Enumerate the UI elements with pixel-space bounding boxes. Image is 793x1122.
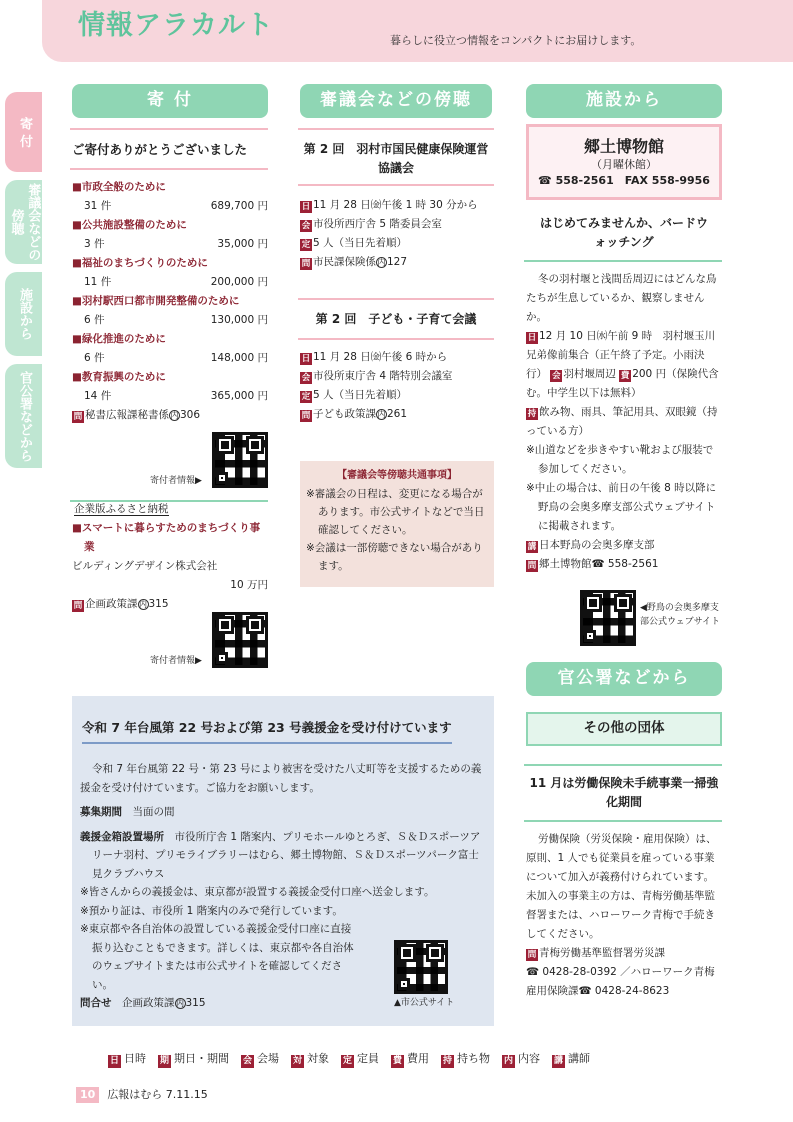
legend-label: 内容 <box>518 1052 540 1065</box>
donation-item-label: ■教育振興のために <box>72 371 166 383</box>
divider <box>298 128 494 130</box>
inquiry-icon: 問 <box>527 950 537 960</box>
box-location-value: 市役所庁舎 1 階案内、プリモホールゆとろぎ、Ｓ＆Ｄスポーツアリーナ羽村、プリモライブラリーはむら、郷土博物館、Ｓ＆Ｄスポーツパーク富士見クラブハウス <box>92 830 481 880</box>
donation-item-row <box>72 197 268 216</box>
legend-label: 費用 <box>407 1052 429 1065</box>
target-icon: 対 <box>292 1056 302 1066</box>
content-icon: 内 <box>503 1056 513 1066</box>
period-value: 当面の間 <box>132 806 175 818</box>
other-groups-subheading: その他の団体 <box>526 712 722 746</box>
inquiry-icon: 問 <box>301 259 311 269</box>
legend-label: 持ち物 <box>457 1052 490 1065</box>
note-item: ※皆さんからの義援金は、東京都が設置する義援金受付口座へ送金します。 <box>80 886 435 898</box>
contact-text: 子ども政策課 <box>313 408 376 420</box>
divider <box>524 764 722 766</box>
date-icon: 日 <box>109 1056 119 1066</box>
extension-number: 261 <box>387 408 408 420</box>
fee-icon: 費 <box>392 1056 402 1066</box>
donation-item-count: 11 件 <box>84 276 112 288</box>
note-item: ※審議会の日程は、変更になる場合があります。市公式サイトなどで当日確認してください。 <box>306 488 485 536</box>
venue-icon: 会 <box>301 373 311 383</box>
contact-text: 青梅労働基準監督署労災課 <box>539 947 665 959</box>
event-fee: 200 円（保険代含む。中学生以下は無料） <box>526 368 719 399</box>
museum-closed: （月曜休館） <box>591 157 657 171</box>
qr-caption: ◀野鳥の会奥多摩支部公式ウェブサイト <box>640 603 721 627</box>
side-tab-donation[interactable]: 寄 付 <box>5 92 42 172</box>
page-footer <box>76 1086 208 1104</box>
legend-label: 期日・期間 <box>174 1052 229 1065</box>
date-icon: 日 <box>301 202 311 212</box>
legend-item <box>241 1050 279 1068</box>
typhoon-title: 令和 7 年台風第 22 号および第 23 号義援金を受け付けています <box>82 718 452 744</box>
contact-text: 郷土博物館☎ 558-2561 <box>539 558 659 570</box>
donation-item-row <box>72 235 268 254</box>
museum-name: 郷土博物館 <box>583 137 664 156</box>
donation-item-count: 6 件 <box>84 314 105 326</box>
divider <box>298 298 494 300</box>
contact-label: 問合せ <box>80 997 112 1009</box>
lecturer-icon: 講 <box>527 542 537 552</box>
capacity-icon: 定 <box>301 392 311 402</box>
event-details <box>526 270 722 574</box>
side-tab-council[interactable]: 審議会などの傍聴 <box>5 180 42 264</box>
legend-label: 定員 <box>357 1052 379 1065</box>
donation-item-amount: 130,000 円 <box>210 314 268 326</box>
event-date: 12 月 10 日㈬午前 9 時 羽村堰玉川兄弟像前集合（正午終了予定。小雨決行） <box>526 330 716 380</box>
extension-number: 127 <box>387 256 408 268</box>
date-icon: 日 <box>527 333 537 343</box>
meeting-capacity: 5 人（当日先着順） <box>313 389 408 401</box>
divider <box>298 338 494 340</box>
government-heading: 官公署などから <box>526 662 722 696</box>
note-item: ※東京都や各自治体の設置している義援金受付口座に直接振り込むこともできます。詳しくは、東京都や各自治体のウェブサイトまたは市公式サイトを確認してください。 <box>80 923 354 991</box>
event-lecturer: 日本野鳥の会奥多摩支部 <box>539 539 655 551</box>
belongings-icon: 持 <box>442 1056 452 1066</box>
legend-label: 日時 <box>124 1052 146 1065</box>
donation-list <box>72 178 268 425</box>
inquiry-icon: 問 <box>73 412 83 422</box>
contact-text: 秘書広報課秘書係 <box>85 409 169 421</box>
contact-text: 企画政策課 <box>122 997 175 1009</box>
venue-icon: 会 <box>552 371 561 381</box>
legend-item <box>108 1050 146 1068</box>
donation-item-label: ■市政全般のために <box>72 181 166 193</box>
labor-insurance-title: 11 月は労働保険未手続事業一掃強化期間 <box>529 776 719 809</box>
facility-heading: 施設から <box>526 84 722 118</box>
furusato-qr-code[interactable] <box>212 612 268 668</box>
event-title: はじめてみませんか、バードウォッチング <box>539 216 708 249</box>
meeting1-details <box>300 196 494 272</box>
legend-item <box>552 1050 590 1068</box>
donation-item-label: ■緑化推進のために <box>72 333 166 345</box>
meeting-capacity: 5 人（当日先着順） <box>313 237 408 249</box>
contact-text: 市民課保険係 <box>313 256 376 268</box>
legend-item <box>391 1050 429 1068</box>
donation-item-row <box>72 311 268 330</box>
typhoon-intro: 令和 7 年台風第 22 号・第 23 号により被害を受けた八丈町等を支援するための義援金を受け付けています。ご協力をお願いします。 <box>80 763 482 794</box>
fee-icon: 費 <box>620 371 630 381</box>
note-item: ※会議は一部傍聴できない場合があります。 <box>306 542 483 572</box>
donation-item-amount: 689,700 円 <box>210 200 268 212</box>
meeting-date: 11 月 28 日㈮午後 1 時 30 分から <box>313 199 478 211</box>
extension-number: 306 <box>180 409 201 421</box>
furusato-title: 企業版ふるさと納税 <box>74 503 169 515</box>
note-item: ※預かり証は、市役所 1 階案内のみで発行しています。 <box>80 904 343 917</box>
period-label: 募集期間 <box>80 806 122 818</box>
donation-item-label: ■福祉のまちづくりのために <box>72 257 208 269</box>
legend-label: 会場 <box>257 1052 279 1065</box>
box-location-label: 義援金箱設置場所 <box>80 830 164 843</box>
meeting2-title: 第 2 回 子ども・子育て会議 <box>315 312 477 326</box>
extension-icon: 内 <box>377 258 386 267</box>
council-heading: 審議会などの傍聴 <box>300 84 492 118</box>
extension-number: 315 <box>185 997 206 1009</box>
meeting-place: 市役所西庁舎 5 階委員会室 <box>313 218 442 230</box>
donation-item-row <box>72 349 268 368</box>
meeting-date: 11 月 28 日㈮午後 6 時から <box>313 351 448 363</box>
donation-item-label: ■公共施設整備のために <box>72 219 187 231</box>
legend-item <box>341 1050 379 1068</box>
museum-box <box>526 124 722 200</box>
meeting1-title: 第 2 回 羽村市国民健康保険運営協議会 <box>303 142 489 175</box>
legend-label: 講師 <box>568 1052 590 1065</box>
extension-icon: 内 <box>377 410 386 419</box>
donation-item-count: 6 件 <box>84 352 105 364</box>
donation-title: ご寄付ありがとうございました <box>72 142 248 157</box>
meeting2-details <box>300 348 494 424</box>
labor-insurance-body <box>526 830 722 1001</box>
legend-item <box>502 1050 540 1068</box>
venue-icon: 会 <box>301 221 311 231</box>
furusato-purpose: ■スマートに暮らすためのまちづくり事業 <box>72 522 261 553</box>
extension-icon: 内 <box>170 411 179 420</box>
venue-icon: 会 <box>242 1056 252 1066</box>
icon-legend <box>108 1050 590 1068</box>
council-notes-box <box>300 461 494 587</box>
qr-caption: 寄付者情報▶ <box>150 656 202 666</box>
museum-phone: ☎ 558-2561 FAX 558-9956 <box>538 174 710 188</box>
donation-item-amount: 200,000 円 <box>210 276 268 288</box>
lecturer-icon: 講 <box>553 1056 563 1066</box>
city-site-qr-code[interactable] <box>394 940 448 994</box>
furusato-section <box>72 500 268 614</box>
meeting-place: 市役所東庁舎 4 階特別会議室 <box>313 370 453 382</box>
inquiry-icon: 問 <box>73 601 83 611</box>
labor-phone: ☎ 0428-28-0392 ／ハローワーク青梅雇用保険課☎ 0428-24-8623 <box>526 966 715 997</box>
donation-item-row <box>72 273 268 292</box>
furusato-company: ビルディングデザイン株式会社 <box>72 560 218 572</box>
side-tab-facility[interactable]: 施設から <box>5 272 42 356</box>
inquiry-icon: 問 <box>527 561 537 571</box>
donation-item-amount: 35,000 円 <box>217 238 268 250</box>
donation-item-amount: 148,000 円 <box>210 352 268 364</box>
donation-item-count: 14 件 <box>84 390 112 402</box>
legend-label: 対象 <box>307 1052 329 1065</box>
page-subtitle: 暮らしに役立つ情報をコンパクトにお届けします。 <box>390 34 642 47</box>
page-title: 情報アラカルト <box>78 10 274 41</box>
event-intro: 冬の羽村堰と浅間岳周辺にはどんな鳥たちが生息しているか、観察しませんか。 <box>526 273 717 323</box>
belongings-icon: 持 <box>527 409 537 419</box>
date-icon: 日 <box>301 354 311 364</box>
labor-body-text: 労働保険（労災保険・雇用保険）は、原則、1 人でも従業員を雇っている事業について加入が義務付けられています。未加入の事業主の方は、青梅労働基準監督署または、ハローワーク青梅で手続きしてください。 <box>526 833 717 940</box>
note-item: ※山道などを歩きやすい靴および服装で参加してください。 <box>526 444 714 475</box>
divider <box>298 184 494 186</box>
extension-number: 315 <box>148 598 169 610</box>
notes-title: 【審議会等傍聴共通事項】 <box>337 470 457 481</box>
side-tab-government[interactable]: 官公署などから <box>5 364 42 468</box>
contact-text: 企画政策課 <box>85 598 138 610</box>
donation-contact <box>72 406 268 425</box>
donation-item-label: ■羽村駅西口都市開発整備のために <box>72 295 240 307</box>
event-belongings: 飲み物、雨具、筆記用具、双眼鏡（持っている方） <box>526 406 718 437</box>
furusato-amount: 10 万円 <box>230 579 268 591</box>
extension-icon: 内 <box>176 999 184 1008</box>
inquiry-icon: 問 <box>301 411 311 421</box>
capacity-icon: 定 <box>342 1056 352 1066</box>
period-icon: 期 <box>159 1056 169 1066</box>
event-place: 羽村堰周辺 <box>563 368 616 380</box>
capacity-icon: 定 <box>301 240 311 250</box>
legend-item <box>291 1050 329 1068</box>
note-item: ※中止の場合は、前日の午後 8 時以降に野鳥の会奥多摩支部公式ウェブサイトに掲載されます。 <box>526 482 717 532</box>
extension-icon: 内 <box>139 600 147 609</box>
donation-heading: 寄 付 <box>72 84 268 118</box>
donation-item-row <box>72 387 268 406</box>
wild-bird-society-qr-code[interactable] <box>580 590 636 646</box>
donation-item-amount: 365,000 円 <box>210 390 268 402</box>
legend-item <box>441 1050 490 1068</box>
divider <box>70 168 268 170</box>
publication-name: 広報はむら 7.11.15 <box>107 1088 208 1101</box>
donation-item-count: 3 件 <box>84 238 105 250</box>
donation-item-count: 31 件 <box>84 200 112 212</box>
divider <box>524 260 722 262</box>
page-number: 10 <box>76 1087 99 1103</box>
donor-info-qr-code[interactable] <box>212 432 268 488</box>
qr-caption: 寄付者情報▶ <box>150 476 202 486</box>
legend-item <box>158 1050 229 1068</box>
divider <box>70 128 268 130</box>
divider <box>524 820 722 822</box>
qr-caption: ▲市公式サイト <box>394 998 455 1008</box>
